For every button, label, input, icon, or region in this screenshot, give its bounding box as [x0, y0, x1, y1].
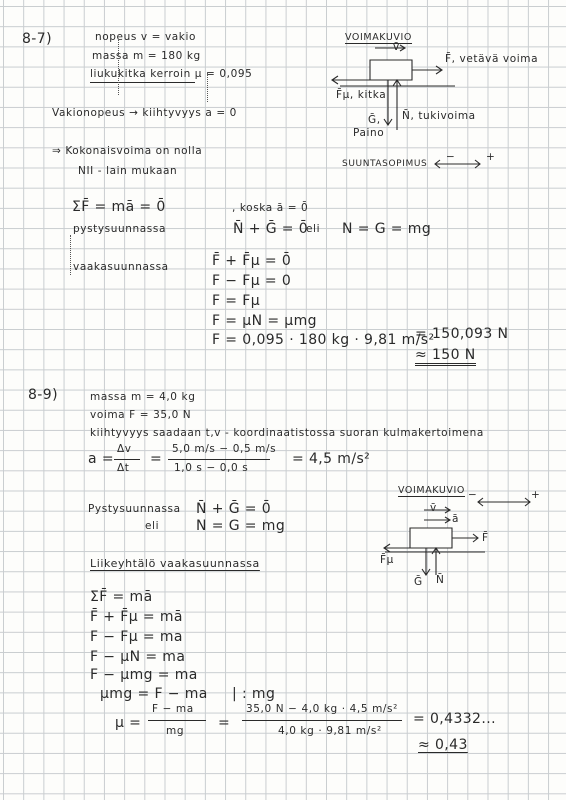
given-mass-2: massa m = 4,0 kg [90, 391, 196, 403]
sign-plus: + [486, 151, 496, 163]
mu-lhs: μ = [115, 715, 142, 731]
accel-denominator: 1,0 s − 0,0 s [174, 462, 249, 474]
pull-force-label-2: F̄ [482, 532, 489, 544]
horizontal-heading: vaakasuunnassa [73, 261, 169, 273]
given-force-2: voima F = 35,0 N [90, 409, 192, 421]
motion-equation-heading: Liikeyhtälö vaakasuunnassa [90, 557, 260, 570]
because-acceleration-zero: , koska ā = 0̄ [232, 202, 309, 214]
horizontal-step-3: F = Fμ [212, 293, 261, 309]
acceleration-label-2: ā [452, 513, 460, 525]
vertical-equation: N̄ + Ḡ = 0̄ [233, 221, 309, 237]
vertical-eli-2: eli [145, 520, 160, 532]
acceleration-method-line: kiihtyvyys saadaan t,v - koordinaatistossa suoran kulmakertoimena [90, 427, 484, 439]
accel-frac-num: Δv [117, 443, 132, 455]
friction-force-calculation: F = 0,095 · 180 kg · 9,81 m/s² [212, 332, 435, 348]
mu-result-exact: = 0,4332... [413, 711, 496, 727]
given-velocity: nopeus v = vakio [95, 31, 197, 43]
mu-frac-num: F − ma [152, 703, 194, 715]
vertical-result: N = G = mg [342, 221, 432, 237]
horizontal-step-2: F − Fμ = 0 [212, 273, 292, 289]
sign-convention-label: SUUNTASOPIMUS [342, 159, 428, 169]
sign-plus-2: + [531, 489, 541, 501]
problem-8-7-label: 8-7) [22, 31, 52, 47]
mu-frac-den: mg [166, 725, 185, 737]
force-diagram-2 [370, 490, 560, 585]
vertical-result-2: N = G = mg [196, 518, 286, 534]
motion-step-4: F − μN = ma [90, 649, 186, 665]
accel-numerator: 5,0 m/s − 0,5 m/s [172, 443, 277, 455]
mu-equals: = [218, 715, 231, 731]
constant-velocity-line: Vakionopeus → kiihtyvyys a = 0 [52, 107, 237, 119]
given-friction-coefficient: liukukitka kerroin μ = 0,095 [90, 68, 253, 80]
motion-step-2: F̄ + F̄μ = mā [90, 609, 183, 625]
net-force-zero-line: ⇒ Kokonaisvoima on nolla [52, 145, 203, 157]
horizontal-step-4: F = μN = μmg [212, 313, 317, 329]
motion-step-5: F − μmg = ma [90, 667, 198, 683]
sign-minus: − [446, 151, 456, 163]
guide-line [70, 235, 71, 275]
newton-law-line: NII - lain mukaan [78, 165, 178, 177]
mu-numerator: 35,0 N − 4,0 kg · 4,5 m/s² [246, 703, 398, 715]
force-diagram-title-2: VOIMAKUVIO [398, 485, 466, 496]
normal-force-label: N̄, tukivoima [402, 110, 476, 122]
accel-frac-den: Δt [117, 462, 130, 474]
divide-by-mg-note: | : mg [232, 686, 276, 702]
motion-step-1: ΣF̄ = mā [90, 589, 153, 605]
velocity-label-2: v̄ [430, 502, 437, 514]
force-diagram-title: VOIMAKUVIO [345, 32, 413, 43]
mu-result-rounded: ≈ 0,43 [418, 737, 468, 753]
vertical-equation-2: N̄ + Ḡ = 0̄ [196, 501, 272, 517]
vertical-heading-2: Pystysuunnassa [88, 503, 181, 515]
friction-label-2: F̄μ [380, 554, 394, 566]
given-mass: massa m = 180 kg [92, 50, 201, 62]
motion-step-6: μmg = F − ma [100, 686, 208, 702]
motion-step-3: F − Fμ = ma [90, 629, 183, 645]
gravity-label-2: Ḡ [414, 576, 423, 588]
given-guide-line [118, 40, 119, 95]
given-guide-line [207, 72, 208, 102]
problem-8-9-label: 8-9) [28, 387, 58, 403]
vertical-heading: pystysuunnassa [73, 223, 166, 235]
vertical-eli: eli [306, 223, 321, 235]
sign-minus-2: − [468, 489, 478, 501]
fraction-bar [148, 720, 206, 721]
fraction-bar [242, 720, 402, 721]
accel-result: = 4,5 m/s² [292, 451, 371, 467]
velocity-label: v̄ [393, 41, 400, 53]
friction-force-label: F̄μ, kitka [336, 89, 387, 101]
pulling-force-label: F̄, vetävä voima [445, 53, 539, 65]
sum-force-equation: ΣF̄ = mā = 0̄ [72, 199, 166, 215]
given-underline [90, 82, 195, 83]
gravity-label: Ḡ, [368, 114, 381, 126]
weight-label: Paino [353, 127, 385, 139]
result-exact: = 150,093 N [415, 326, 509, 342]
accel-equals: = [150, 451, 163, 467]
normal-label-2: N̄ [436, 574, 445, 586]
fraction-bar [114, 459, 140, 460]
accel-lhs: a = [88, 451, 114, 467]
horizontal-step-1: F̄ + F̄μ = 0̄ [212, 253, 292, 269]
mu-denominator: 4,0 kg · 9,81 m/s² [278, 725, 382, 737]
fraction-bar [168, 459, 270, 460]
result-rounded: ≈ 150 N [415, 348, 476, 366]
